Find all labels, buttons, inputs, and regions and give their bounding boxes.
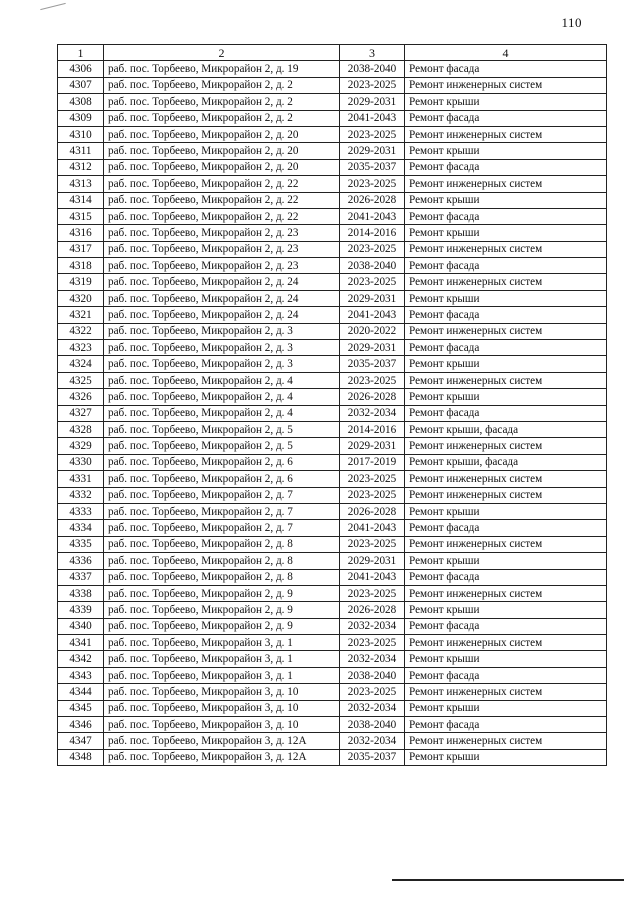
work-type-cell: Ремонт инженерных систем xyxy=(405,274,607,290)
table-row xyxy=(58,684,607,700)
header-col-2: 2 xyxy=(104,45,340,61)
period-cell: 2023-2025 xyxy=(340,585,405,601)
address-cell: раб. пос. Торбеево, Микрорайон 2, д. 2 xyxy=(104,77,340,93)
period-cell: 2017-2019 xyxy=(340,454,405,470)
table-body xyxy=(58,61,607,766)
work-type-cell: Ремонт инженерных систем xyxy=(405,536,607,552)
work-type-cell: Ремонт крыши xyxy=(405,389,607,405)
address-cell: раб. пос. Торбеево, Микрорайон 2, д. 20 xyxy=(104,126,340,142)
row-number: 4343 xyxy=(58,667,104,683)
table-row xyxy=(58,733,607,749)
period-cell: 2029-2031 xyxy=(340,143,405,159)
table-row xyxy=(58,389,607,405)
address-cell: раб. пос. Торбеево, Микрорайон 2, д. 7 xyxy=(104,487,340,503)
table-row xyxy=(58,208,607,224)
table-row xyxy=(58,438,607,454)
row-number: 4310 xyxy=(58,126,104,142)
address-cell: раб. пос. Торбеево, Микрорайон 2, д. 9 xyxy=(104,585,340,601)
table-row xyxy=(58,405,607,421)
address-cell: раб. пос. Торбеево, Микрорайон 2, д. 3 xyxy=(104,356,340,372)
work-type-cell: Ремонт крыши xyxy=(405,749,607,765)
work-type-cell: Ремонт фасада xyxy=(405,159,607,175)
period-cell: 2029-2031 xyxy=(340,94,405,110)
row-number: 4334 xyxy=(58,520,104,536)
table-row xyxy=(58,94,607,110)
row-number: 4346 xyxy=(58,717,104,733)
period-cell: 2029-2031 xyxy=(340,553,405,569)
work-type-cell: Ремонт крыши xyxy=(405,192,607,208)
address-cell: раб. пос. Торбеево, Микрорайон 3, д. 1 xyxy=(104,651,340,667)
work-type-cell: Ремонт фасада xyxy=(405,61,607,77)
work-type-cell: Ремонт крыши, фасада xyxy=(405,421,607,437)
row-number: 4327 xyxy=(58,405,104,421)
period-cell: 2023-2025 xyxy=(340,274,405,290)
period-cell: 2026-2028 xyxy=(340,389,405,405)
table-row xyxy=(58,307,607,323)
period-cell: 2026-2028 xyxy=(340,192,405,208)
address-cell: раб. пос. Торбеево, Микрорайон 2, д. 8 xyxy=(104,553,340,569)
work-type-cell: Ремонт крыши xyxy=(405,602,607,618)
address-cell: раб. пос. Торбеево, Микрорайон 3, д. 12А xyxy=(104,733,340,749)
table-row xyxy=(58,618,607,634)
table-row xyxy=(58,454,607,470)
work-type-cell: Ремонт инженерных систем xyxy=(405,438,607,454)
table-row xyxy=(58,77,607,93)
table-row xyxy=(58,126,607,142)
table-row xyxy=(58,487,607,503)
work-type-cell: Ремонт инженерных систем xyxy=(405,323,607,339)
period-cell: 2032-2034 xyxy=(340,651,405,667)
period-cell: 2032-2034 xyxy=(340,700,405,716)
header-col-1: 1 xyxy=(58,45,104,61)
work-type-cell: Ремонт инженерных систем xyxy=(405,684,607,700)
address-cell: раб. пос. Торбеево, Микрорайон 2, д. 2 xyxy=(104,94,340,110)
address-cell: раб. пос. Торбеево, Микрорайон 2, д. 8 xyxy=(104,536,340,552)
address-cell: раб. пос. Торбеево, Микрорайон 2, д. 6 xyxy=(104,454,340,470)
period-cell: 2029-2031 xyxy=(340,290,405,306)
table-row xyxy=(58,700,607,716)
row-number: 4308 xyxy=(58,94,104,110)
work-type-cell: Ремонт фасада xyxy=(405,110,607,126)
row-number: 4335 xyxy=(58,536,104,552)
period-cell: 2038-2040 xyxy=(340,667,405,683)
period-cell: 2035-2037 xyxy=(340,159,405,175)
period-cell: 2032-2034 xyxy=(340,618,405,634)
footer-line xyxy=(392,879,624,881)
row-number: 4331 xyxy=(58,471,104,487)
work-type-cell: Ремонт фасада xyxy=(405,717,607,733)
period-cell: 2023-2025 xyxy=(340,487,405,503)
table-row xyxy=(58,503,607,519)
work-type-cell: Ремонт фасада xyxy=(405,618,607,634)
row-number: 4328 xyxy=(58,421,104,437)
address-cell: раб. пос. Торбеево, Микрорайон 2, д. 9 xyxy=(104,618,340,634)
table-header xyxy=(58,45,607,61)
row-number: 4333 xyxy=(58,503,104,519)
period-cell: 2023-2025 xyxy=(340,635,405,651)
row-number: 4318 xyxy=(58,258,104,274)
table-row xyxy=(58,471,607,487)
work-type-cell: Ремонт инженерных систем xyxy=(405,372,607,388)
address-cell: раб. пос. Торбеево, Микрорайон 2, д. 24 xyxy=(104,274,340,290)
address-cell: раб. пос. Торбеево, Микрорайон 2, д. 20 xyxy=(104,143,340,159)
period-cell: 2035-2037 xyxy=(340,356,405,372)
row-number: 4311 xyxy=(58,143,104,159)
header-row xyxy=(58,45,607,61)
row-number: 4340 xyxy=(58,618,104,634)
work-type-cell: Ремонт инженерных систем xyxy=(405,241,607,257)
address-cell: раб. пос. Торбеево, Микрорайон 2, д. 23 xyxy=(104,225,340,241)
work-type-cell: Ремонт инженерных систем xyxy=(405,487,607,503)
address-cell: раб. пос. Торбеево, Микрорайон 2, д. 19 xyxy=(104,61,340,77)
work-type-cell: Ремонт фасада xyxy=(405,258,607,274)
work-type-cell: Ремонт инженерных систем xyxy=(405,176,607,192)
address-cell: раб. пос. Торбеево, Микрорайон 2, д. 9 xyxy=(104,602,340,618)
row-number: 4337 xyxy=(58,569,104,585)
page-number: 110 xyxy=(561,15,582,30)
row-number: 4326 xyxy=(58,389,104,405)
row-number: 4321 xyxy=(58,307,104,323)
work-type-cell: Ремонт фасада xyxy=(405,208,607,224)
address-cell: раб. пос. Торбеево, Микрорайон 2, д. 5 xyxy=(104,421,340,437)
period-cell: 2035-2037 xyxy=(340,749,405,765)
work-type-cell: Ремонт крыши xyxy=(405,143,607,159)
period-cell: 2023-2025 xyxy=(340,536,405,552)
table-row xyxy=(58,176,607,192)
header-col-4: 4 xyxy=(405,45,607,61)
table-row xyxy=(58,143,607,159)
table-row xyxy=(58,651,607,667)
table-row xyxy=(58,421,607,437)
table-row xyxy=(58,602,607,618)
address-cell: раб. пос. Торбеево, Микрорайон 2, д. 5 xyxy=(104,438,340,454)
row-number: 4345 xyxy=(58,700,104,716)
address-cell: раб. пос. Торбеево, Микрорайон 2, д. 2 xyxy=(104,110,340,126)
period-cell: 2014-2016 xyxy=(340,225,405,241)
period-cell: 2026-2028 xyxy=(340,503,405,519)
table-row xyxy=(58,520,607,536)
work-type-cell: Ремонт фасада xyxy=(405,520,607,536)
work-type-cell: Ремонт крыши xyxy=(405,290,607,306)
work-type-cell: Ремонт фасада xyxy=(405,405,607,421)
row-number: 4348 xyxy=(58,749,104,765)
period-cell: 2026-2028 xyxy=(340,602,405,618)
row-number: 4319 xyxy=(58,274,104,290)
period-cell: 2038-2040 xyxy=(340,61,405,77)
scan-mark xyxy=(40,3,65,10)
work-type-cell: Ремонт крыши xyxy=(405,94,607,110)
period-cell: 2023-2025 xyxy=(340,684,405,700)
work-type-cell: Ремонт крыши, фасада xyxy=(405,454,607,470)
row-number: 4338 xyxy=(58,585,104,601)
address-cell: раб. пос. Торбеево, Микрорайон 2, д. 6 xyxy=(104,471,340,487)
table-row xyxy=(58,585,607,601)
table-row xyxy=(58,372,607,388)
table-row xyxy=(58,225,607,241)
period-cell: 2041-2043 xyxy=(340,307,405,323)
period-cell: 2020-2022 xyxy=(340,323,405,339)
work-type-cell: Ремонт крыши xyxy=(405,225,607,241)
address-cell: раб. пос. Торбеево, Микрорайон 2, д. 23 xyxy=(104,241,340,257)
address-cell: раб. пос. Торбеево, Микрорайон 2, д. 8 xyxy=(104,569,340,585)
address-cell: раб. пос. Торбеево, Микрорайон 3, д. 12А xyxy=(104,749,340,765)
period-cell: 2041-2043 xyxy=(340,520,405,536)
table-row xyxy=(58,536,607,552)
address-cell: раб. пос. Торбеево, Микрорайон 2, д. 4 xyxy=(104,405,340,421)
work-type-cell: Ремонт инженерных систем xyxy=(405,635,607,651)
period-cell: 2023-2025 xyxy=(340,77,405,93)
address-cell: раб. пос. Торбеево, Микрорайон 2, д. 7 xyxy=(104,520,340,536)
header-col-3: 3 xyxy=(340,45,405,61)
address-cell: раб. пос. Торбеево, Микрорайон 2, д. 7 xyxy=(104,503,340,519)
period-cell: 2041-2043 xyxy=(340,110,405,126)
period-cell: 2041-2043 xyxy=(340,208,405,224)
address-cell: раб. пос. Торбеево, Микрорайон 2, д. 4 xyxy=(104,372,340,388)
address-cell: раб. пос. Торбеево, Микрорайон 3, д. 10 xyxy=(104,700,340,716)
row-number: 4341 xyxy=(58,635,104,651)
work-type-cell: Ремонт инженерных систем xyxy=(405,585,607,601)
table-row xyxy=(58,192,607,208)
row-number: 4336 xyxy=(58,553,104,569)
work-type-cell: Ремонт фасада xyxy=(405,667,607,683)
work-type-cell: Ремонт фасада xyxy=(405,307,607,323)
table-row xyxy=(58,717,607,733)
period-cell: 2038-2040 xyxy=(340,717,405,733)
address-cell: раб. пос. Торбеево, Микрорайон 2, д. 22 xyxy=(104,176,340,192)
row-number: 4312 xyxy=(58,159,104,175)
address-cell: раб. пос. Торбеево, Микрорайон 2, д. 4 xyxy=(104,389,340,405)
address-cell: раб. пос. Торбеево, Микрорайон 3, д. 1 xyxy=(104,667,340,683)
row-number: 4307 xyxy=(58,77,104,93)
row-number: 4313 xyxy=(58,176,104,192)
table-row xyxy=(58,749,607,765)
period-cell: 2023-2025 xyxy=(340,126,405,142)
address-cell: раб. пос. Торбеево, Микрорайон 2, д. 24 xyxy=(104,307,340,323)
work-type-cell: Ремонт крыши xyxy=(405,553,607,569)
table-row xyxy=(58,290,607,306)
address-cell: раб. пос. Торбеево, Микрорайон 2, д. 22 xyxy=(104,208,340,224)
address-cell: раб. пос. Торбеево, Микрорайон 2, д. 22 xyxy=(104,192,340,208)
row-number: 4329 xyxy=(58,438,104,454)
row-number: 4322 xyxy=(58,323,104,339)
table-row xyxy=(58,569,607,585)
period-cell: 2023-2025 xyxy=(340,372,405,388)
address-cell: раб. пос. Торбеево, Микрорайон 2, д. 3 xyxy=(104,323,340,339)
work-type-cell: Ремонт крыши xyxy=(405,651,607,667)
address-cell: раб. пос. Торбеево, Микрорайон 3, д. 10 xyxy=(104,717,340,733)
row-number: 4347 xyxy=(58,733,104,749)
row-number: 4306 xyxy=(58,61,104,77)
work-type-cell: Ремонт фасада xyxy=(405,569,607,585)
table-row xyxy=(58,110,607,126)
work-type-cell: Ремонт инженерных систем xyxy=(405,733,607,749)
table-row xyxy=(58,356,607,372)
work-type-cell: Ремонт инженерных систем xyxy=(405,126,607,142)
row-number: 4316 xyxy=(58,225,104,241)
work-type-cell: Ремонт инженерных систем xyxy=(405,471,607,487)
work-type-cell: Ремонт фасада xyxy=(405,340,607,356)
table-row xyxy=(58,258,607,274)
period-cell: 2041-2043 xyxy=(340,569,405,585)
period-cell: 2032-2034 xyxy=(340,405,405,421)
address-cell: раб. пос. Торбеево, Микрорайон 2, д. 23 xyxy=(104,258,340,274)
address-cell: раб. пос. Торбеево, Микрорайон 2, д. 20 xyxy=(104,159,340,175)
work-type-cell: Ремонт крыши xyxy=(405,356,607,372)
table-row xyxy=(58,274,607,290)
period-cell: 2023-2025 xyxy=(340,471,405,487)
row-number: 4309 xyxy=(58,110,104,126)
period-cell: 2032-2034 xyxy=(340,733,405,749)
address-cell: раб. пос. Торбеево, Микрорайон 3, д. 1 xyxy=(104,635,340,651)
row-number: 4315 xyxy=(58,208,104,224)
period-cell: 2029-2031 xyxy=(340,340,405,356)
address-cell: раб. пос. Торбеево, Микрорайон 2, д. 3 xyxy=(104,340,340,356)
row-number: 4317 xyxy=(58,241,104,257)
row-number: 4332 xyxy=(58,487,104,503)
row-number: 4324 xyxy=(58,356,104,372)
period-cell: 2023-2025 xyxy=(340,241,405,257)
table-row xyxy=(58,61,607,77)
row-number: 4342 xyxy=(58,651,104,667)
row-number: 4320 xyxy=(58,290,104,306)
address-cell: раб. пос. Торбеево, Микрорайон 3, д. 10 xyxy=(104,684,340,700)
table-row xyxy=(58,340,607,356)
row-number: 4314 xyxy=(58,192,104,208)
work-type-cell: Ремонт крыши xyxy=(405,503,607,519)
row-number: 4325 xyxy=(58,372,104,388)
work-type-cell: Ремонт инженерных систем xyxy=(405,77,607,93)
table-row xyxy=(58,159,607,175)
row-number: 4330 xyxy=(58,454,104,470)
period-cell: 2023-2025 xyxy=(340,176,405,192)
address-cell: раб. пос. Торбеево, Микрорайон 2, д. 24 xyxy=(104,290,340,306)
table-row xyxy=(58,667,607,683)
table-row xyxy=(58,241,607,257)
period-cell: 2038-2040 xyxy=(340,258,405,274)
period-cell: 2014-2016 xyxy=(340,421,405,437)
capital-repair-table xyxy=(57,44,607,766)
row-number: 4339 xyxy=(58,602,104,618)
row-number: 4323 xyxy=(58,340,104,356)
table-row xyxy=(58,635,607,651)
table-row xyxy=(58,553,607,569)
table-row xyxy=(58,323,607,339)
work-type-cell: Ремонт крыши xyxy=(405,700,607,716)
row-number: 4344 xyxy=(58,684,104,700)
period-cell: 2029-2031 xyxy=(340,438,405,454)
